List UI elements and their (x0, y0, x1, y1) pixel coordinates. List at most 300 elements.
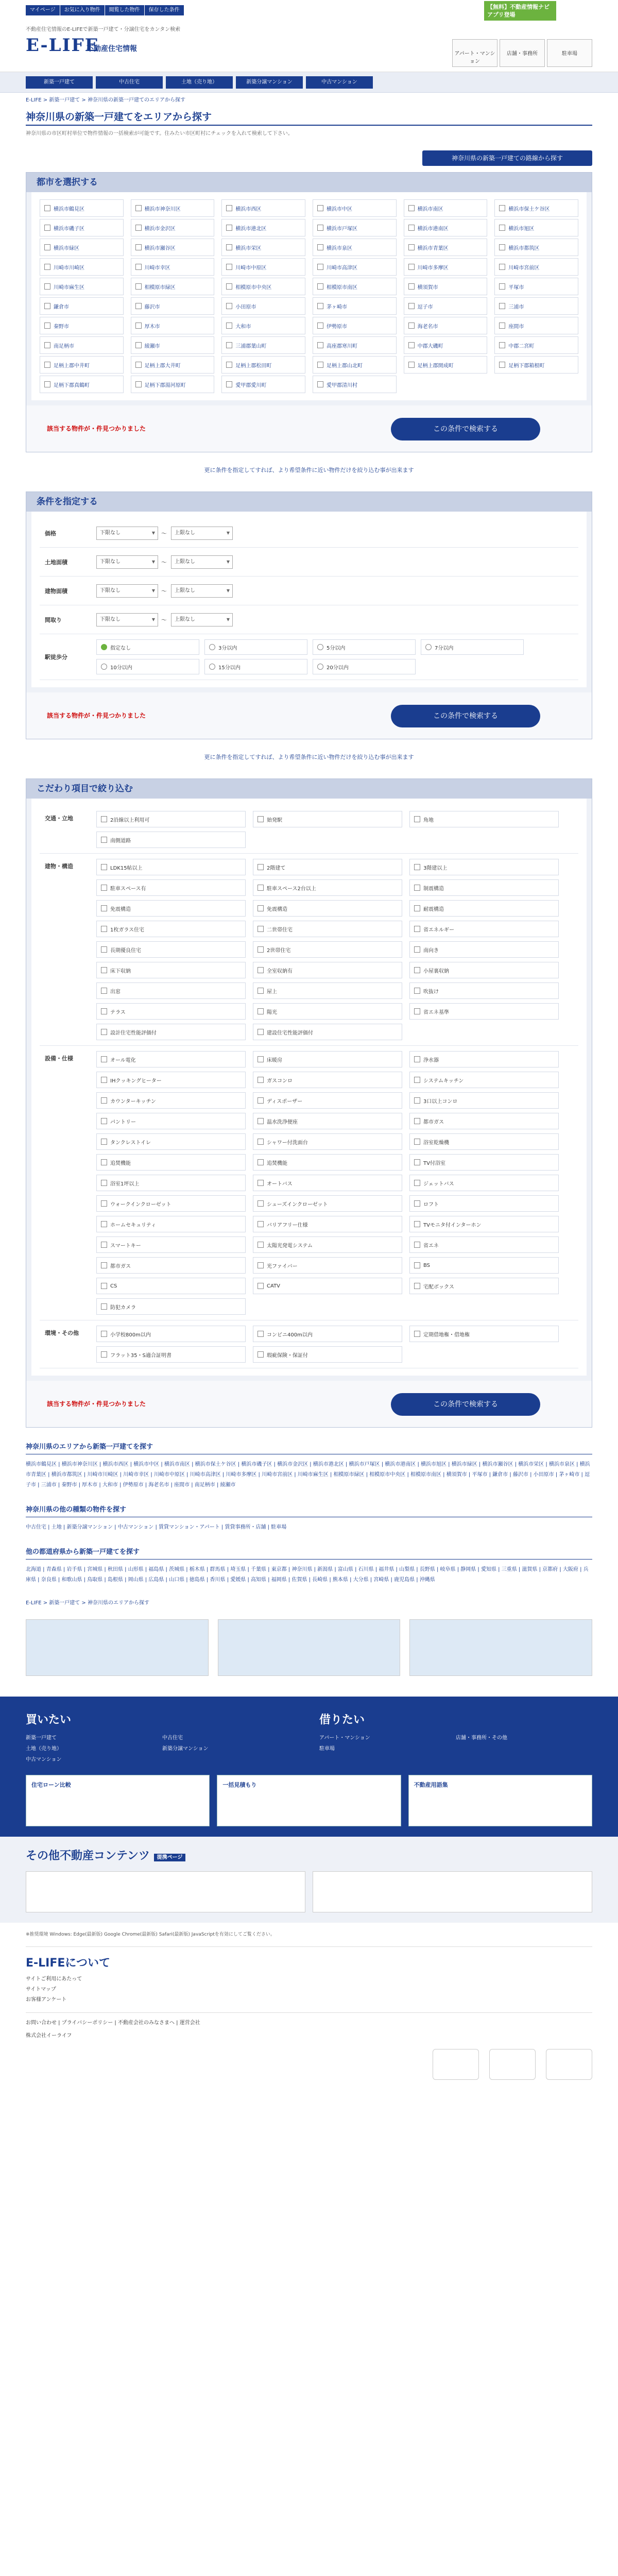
checkbox-icon[interactable] (44, 362, 50, 368)
city-checkbox[interactable] (404, 258, 488, 276)
feature-checkbox[interactable] (253, 962, 402, 978)
office-button[interactable]: 店舗・事務所 (500, 39, 545, 67)
bottom-link[interactable]: 不動産会社のみなさまへ (117, 2020, 175, 2026)
checkbox-icon[interactable] (258, 946, 264, 953)
checkbox-icon[interactable] (101, 988, 107, 994)
walk-radio[interactable] (313, 639, 416, 655)
checkbox-icon[interactable] (317, 303, 323, 309)
feature-checkbox[interactable] (96, 1024, 246, 1040)
max-select[interactable]: 上限なし ▼ (171, 527, 233, 540)
city-checkbox[interactable] (131, 199, 215, 217)
checkbox-icon[interactable] (101, 1180, 107, 1186)
checkbox-icon[interactable] (414, 988, 420, 994)
city-checkbox[interactable] (131, 297, 215, 315)
feature-checkbox[interactable] (253, 879, 402, 896)
city-checkbox[interactable] (40, 317, 124, 334)
apartment-button[interactable]: アパート・マンション (452, 39, 497, 67)
feature-checkbox[interactable] (96, 962, 246, 978)
radio-icon[interactable] (317, 664, 323, 670)
checkbox-icon[interactable] (258, 864, 264, 870)
footer-link[interactable]: 店舗・事務所・その他 (456, 1735, 507, 1741)
parking-button[interactable]: 駐車場 (547, 39, 592, 67)
checkbox-icon[interactable] (317, 342, 323, 348)
checkbox-icon[interactable] (226, 264, 232, 270)
city-checkbox[interactable] (313, 297, 397, 315)
feature-checkbox[interactable] (409, 1278, 559, 1294)
checkbox-icon[interactable] (317, 264, 323, 270)
feature-checkbox[interactable] (96, 832, 246, 848)
checkbox-icon[interactable] (135, 381, 142, 387)
city-checkbox[interactable] (404, 336, 488, 354)
checkbox-icon[interactable] (258, 1008, 264, 1014)
checkbox-icon[interactable] (414, 967, 420, 973)
checkbox-icon[interactable] (258, 1097, 264, 1104)
checkbox-icon[interactable] (258, 885, 264, 891)
checkbox-icon[interactable] (414, 816, 420, 822)
checkbox-icon[interactable] (226, 225, 232, 231)
checkbox-icon[interactable] (414, 1331, 420, 1337)
checkbox-icon[interactable] (101, 1200, 107, 1207)
checkbox-icon[interactable] (101, 1056, 107, 1062)
footer-link[interactable]: アパート・マンション (319, 1735, 370, 1741)
city-checkbox[interactable] (404, 317, 488, 334)
checkbox-icon[interactable] (317, 362, 323, 368)
checkbox-icon[interactable] (258, 1159, 264, 1165)
footer-link[interactable]: 中古住宅 (162, 1735, 183, 1741)
checkbox-icon[interactable] (101, 1008, 107, 1014)
checkbox-icon[interactable] (258, 1180, 264, 1186)
feature-checkbox[interactable] (409, 811, 559, 827)
city-checkbox[interactable] (131, 219, 215, 236)
checkbox-icon[interactable] (499, 225, 505, 231)
city-checkbox[interactable] (404, 356, 488, 374)
checkbox-icon[interactable] (44, 244, 50, 250)
checkbox-icon[interactable] (135, 264, 142, 270)
checkbox-icon[interactable] (414, 905, 420, 911)
checkbox-icon[interactable] (258, 1242, 264, 1248)
area-links[interactable]: 横浜市鶴見区 | 横浜市神奈川区 | 横浜市西区 | 横浜市中区 | 横浜市南区 | 横浜市保土ケ谷区 | 横浜市磯子区 | 横浜市金沢区 | 横浜市港北区 | 横浜市戸塚区 | 横浜市港南区 | 横浜市旭区 | 横浜市緑区 | 横浜市瀬谷区 | 横浜市栄区 | 横浜市泉区 | 横浜市青葉区 | 横浜市都筑区 | 川崎市川崎区 | 川崎市幸区 | 川崎市中原区 | 川崎市高津区 | 川崎市多摩区 | 川崎市宮前区 | 川崎市麻生区 | 相模原市緑区 | 相模原市中央区 | 相模原市南区 | 横須賀市 | 平塚市 | 鎌倉市 | 藤沢市 | 小田原市 | 茅ヶ崎市 | 逗子市 | 三浦市 | 秦野市 | 厚木市 | 大和市 | 伊勢原市 | 海老名市 | 座間市 | 南足柄市 | 綾瀬市 (26, 1462, 590, 1488)
search-button[interactable]: この条件で検索する (391, 1393, 540, 1416)
city-checkbox[interactable] (313, 239, 397, 256)
checkbox-icon[interactable] (317, 244, 323, 250)
city-checkbox[interactable] (494, 336, 578, 354)
checkbox-icon[interactable] (258, 1118, 264, 1124)
min-select[interactable]: 下限なし ▼ (96, 527, 158, 540)
feature-checkbox[interactable] (409, 1175, 559, 1191)
walk-radio[interactable] (96, 659, 199, 674)
checkbox-icon[interactable] (499, 264, 505, 270)
checkbox-icon[interactable] (226, 283, 232, 290)
checkbox-icon[interactable] (258, 816, 264, 822)
radio-icon[interactable] (317, 644, 323, 650)
city-checkbox[interactable] (404, 278, 488, 295)
checkbox-icon[interactable] (414, 1242, 420, 1248)
feature-checkbox[interactable] (253, 1133, 402, 1150)
feature-checkbox[interactable] (253, 1346, 402, 1363)
city-checkbox[interactable] (404, 297, 488, 315)
feature-checkbox[interactable] (253, 1236, 402, 1253)
city-checkbox[interactable] (40, 376, 124, 393)
checkbox-icon[interactable] (44, 205, 50, 211)
checkbox-icon[interactable] (317, 225, 323, 231)
checkbox-icon[interactable] (101, 1351, 107, 1358)
checkbox-icon[interactable] (101, 864, 107, 870)
checkbox-icon[interactable] (101, 1331, 107, 1337)
city-checkbox[interactable] (221, 356, 305, 374)
checkbox-icon[interactable] (101, 1262, 107, 1268)
city-checkbox[interactable] (40, 239, 124, 256)
city-checkbox[interactable] (404, 219, 488, 236)
promo-banner[interactable] (218, 1619, 401, 1676)
city-checkbox[interactable] (313, 278, 397, 295)
feature-checkbox[interactable] (96, 941, 246, 958)
city-checkbox[interactable] (221, 258, 305, 276)
feature-checkbox[interactable] (409, 879, 559, 896)
feature-checkbox[interactable] (96, 1298, 246, 1315)
checkbox-icon[interactable] (101, 1139, 107, 1145)
bottom-link[interactable]: プライバシーポリシー (61, 2020, 113, 2026)
walk-radio[interactable] (313, 659, 416, 674)
footer-link[interactable]: 新築一戸建て (26, 1735, 57, 1741)
min-select[interactable]: 下限なし ▼ (96, 555, 158, 569)
checkbox-icon[interactable] (258, 967, 264, 973)
feature-checkbox[interactable] (409, 1051, 559, 1067)
checkbox-icon[interactable] (44, 342, 50, 348)
city-checkbox[interactable] (494, 239, 578, 256)
city-checkbox[interactable] (313, 199, 397, 217)
checkbox-icon[interactable] (258, 1221, 264, 1227)
checkbox-icon[interactable] (414, 1180, 420, 1186)
checkbox-icon[interactable] (226, 205, 232, 211)
checkbox-icon[interactable] (414, 1159, 420, 1165)
checkbox-icon[interactable] (226, 323, 232, 329)
city-checkbox[interactable] (494, 199, 578, 217)
walk-radio[interactable] (96, 639, 199, 655)
checkbox-icon[interactable] (408, 205, 415, 211)
max-select[interactable]: 上限なし ▼ (171, 584, 233, 598)
feature-checkbox[interactable] (409, 1154, 559, 1171)
checkbox-icon[interactable] (44, 323, 50, 329)
checkbox-icon[interactable] (258, 905, 264, 911)
checkbox-icon[interactable] (101, 1283, 107, 1289)
checkbox-icon[interactable] (499, 205, 505, 211)
checkbox-icon[interactable] (499, 362, 505, 368)
city-checkbox[interactable] (40, 356, 124, 374)
feature-checkbox[interactable] (96, 1154, 246, 1171)
checkbox-icon[interactable] (317, 381, 323, 387)
max-select[interactable]: 上限なし ▼ (171, 613, 233, 626)
feature-checkbox[interactable] (96, 1133, 246, 1150)
about-link[interactable]: サイトマップ (26, 1987, 56, 1992)
checkbox-icon[interactable] (499, 244, 505, 250)
feature-checkbox[interactable] (253, 1257, 402, 1274)
checkbox-icon[interactable] (414, 1056, 420, 1062)
checkbox-icon[interactable] (499, 342, 505, 348)
checkbox-icon[interactable] (258, 926, 264, 932)
checkbox-icon[interactable] (317, 323, 323, 329)
max-select[interactable]: 上限なし ▼ (171, 555, 233, 569)
city-checkbox[interactable] (131, 258, 215, 276)
city-checkbox[interactable] (494, 219, 578, 236)
feature-checkbox[interactable] (253, 900, 402, 917)
checkbox-icon[interactable] (499, 283, 505, 290)
loan-banner[interactable]: 住宅ローン比較 (26, 1775, 210, 1826)
checkbox-icon[interactable] (499, 323, 505, 329)
mypage-link[interactable]: マイページ (26, 5, 60, 15)
checkbox-icon[interactable] (135, 342, 142, 348)
checkbox-icon[interactable] (414, 1262, 420, 1268)
checkbox-icon[interactable] (414, 926, 420, 932)
checkbox-icon[interactable] (414, 1283, 420, 1289)
checkbox-icon[interactable] (317, 283, 323, 290)
feature-checkbox[interactable] (253, 1024, 402, 1040)
radio-icon[interactable] (425, 644, 432, 650)
checkbox-icon[interactable] (44, 264, 50, 270)
checkbox-icon[interactable] (44, 381, 50, 387)
feature-checkbox[interactable] (96, 1003, 246, 1020)
radio-icon[interactable] (101, 644, 107, 650)
breadcrumb-bottom[interactable]: E-LIFE > 新築一戸建て > 神奈川県のエリアから探す (26, 1600, 149, 1606)
feature-checkbox[interactable] (409, 1326, 559, 1342)
city-checkbox[interactable] (221, 239, 305, 256)
feature-checkbox[interactable] (96, 1092, 246, 1109)
feature-checkbox[interactable] (253, 1175, 402, 1191)
checkbox-icon[interactable] (101, 926, 107, 932)
checkbox-icon[interactable] (317, 205, 323, 211)
city-checkbox[interactable] (404, 239, 488, 256)
checkbox-icon[interactable] (258, 1077, 264, 1083)
city-checkbox[interactable] (313, 356, 397, 374)
checkbox-icon[interactable] (258, 1331, 264, 1337)
city-checkbox[interactable] (313, 219, 397, 236)
feature-checkbox[interactable] (253, 1113, 402, 1129)
checkbox-icon[interactable] (408, 362, 415, 368)
city-checkbox[interactable] (313, 258, 397, 276)
checkbox-icon[interactable] (258, 1056, 264, 1062)
checkbox-icon[interactable] (414, 1008, 420, 1014)
checkbox-icon[interactable] (499, 303, 505, 309)
feature-checkbox[interactable] (96, 1113, 246, 1129)
feature-checkbox[interactable] (253, 1326, 402, 1342)
feature-checkbox[interactable] (253, 1003, 402, 1020)
feature-checkbox[interactable] (409, 1072, 559, 1088)
checkbox-icon[interactable] (408, 225, 415, 231)
site-logo[interactable]: E-LIFE (26, 35, 99, 56)
feature-checkbox[interactable] (96, 900, 246, 917)
feature-checkbox[interactable] (409, 1003, 559, 1020)
city-checkbox[interactable] (40, 219, 124, 236)
city-checkbox[interactable] (221, 278, 305, 295)
city-checkbox[interactable] (313, 376, 397, 393)
breadcrumb[interactable]: E-LIFE > 新築一戸建て > 神奈川県の新築一戸建てのエリアから探す (26, 97, 185, 103)
feature-checkbox[interactable] (253, 1154, 402, 1171)
feature-checkbox[interactable] (409, 1257, 559, 1274)
feature-checkbox[interactable] (409, 1216, 559, 1232)
feature-checkbox[interactable] (409, 941, 559, 958)
about-link[interactable]: サイトご利用にあたって (26, 1976, 82, 1982)
checkbox-icon[interactable] (226, 303, 232, 309)
checkbox-icon[interactable] (408, 283, 415, 290)
feature-checkbox[interactable] (409, 859, 559, 875)
min-select[interactable]: 下限なし ▼ (96, 613, 158, 626)
city-checkbox[interactable] (494, 317, 578, 334)
favorites-link[interactable]: お気に入り物件 (60, 5, 105, 15)
bottom-link[interactable]: 運営会社 (179, 2020, 200, 2026)
feature-checkbox[interactable] (253, 859, 402, 875)
checkbox-icon[interactable] (44, 303, 50, 309)
feature-checkbox[interactable] (253, 1195, 402, 1212)
checkbox-icon[interactable] (101, 1303, 107, 1310)
checkbox-icon[interactable] (226, 342, 232, 348)
nav-used-house[interactable]: 中古住宅 (96, 76, 163, 89)
feature-checkbox[interactable] (253, 921, 402, 937)
checkbox-icon[interactable] (101, 837, 107, 843)
feature-checkbox[interactable] (409, 921, 559, 937)
checkbox-icon[interactable] (408, 303, 415, 309)
checkbox-icon[interactable] (135, 323, 142, 329)
feature-checkbox[interactable] (96, 879, 246, 896)
checkbox-icon[interactable] (101, 905, 107, 911)
radio-icon[interactable] (209, 664, 215, 670)
feature-checkbox[interactable] (96, 859, 246, 875)
promo-banner[interactable] (409, 1619, 592, 1676)
feature-checkbox[interactable] (409, 900, 559, 917)
checkbox-icon[interactable] (101, 1029, 107, 1035)
city-checkbox[interactable] (131, 376, 215, 393)
feature-checkbox[interactable] (253, 941, 402, 958)
checkbox-icon[interactable] (101, 816, 107, 822)
city-checkbox[interactable] (131, 239, 215, 256)
nav-land[interactable]: 土地（売り地） (166, 76, 233, 89)
city-checkbox[interactable] (494, 278, 578, 295)
checkbox-icon[interactable] (135, 225, 142, 231)
checkbox-icon[interactable] (135, 244, 142, 250)
promo-banner[interactable] (26, 1619, 209, 1676)
feature-checkbox[interactable] (409, 1133, 559, 1150)
nav-used-mansion[interactable]: 中古マンション (306, 76, 373, 89)
checkbox-icon[interactable] (258, 1262, 264, 1268)
checkbox-icon[interactable] (135, 283, 142, 290)
checkbox-icon[interactable] (44, 283, 50, 290)
min-select[interactable]: 下限なし ▼ (96, 584, 158, 598)
feature-checkbox[interactable] (253, 1278, 402, 1294)
feature-checkbox[interactable] (409, 962, 559, 978)
feature-checkbox[interactable] (96, 1051, 246, 1067)
footer-link[interactable]: 新築分譲マンション (162, 1746, 209, 1752)
history-link[interactable]: 閲覧した物件 (105, 5, 145, 15)
feature-checkbox[interactable] (253, 1051, 402, 1067)
checkbox-icon[interactable] (101, 967, 107, 973)
city-checkbox[interactable] (40, 199, 124, 217)
checkbox-icon[interactable] (414, 946, 420, 953)
checkbox-icon[interactable] (414, 1200, 420, 1207)
feature-checkbox[interactable] (96, 1175, 246, 1191)
feature-checkbox[interactable] (253, 1072, 402, 1088)
checkbox-icon[interactable] (414, 1221, 420, 1227)
other-types-links[interactable]: 中古住宅 | 土地 | 新築分譲マンション | 中古マンション | 賃貸マンション・アパート | 賃貸事務所・店舗 | 駐車場 (26, 1524, 287, 1530)
city-checkbox[interactable] (221, 336, 305, 354)
feature-checkbox[interactable] (409, 1236, 559, 1253)
glossary-banner[interactable]: 不動産用語集 (408, 1775, 592, 1826)
feature-checkbox[interactable] (96, 1236, 246, 1253)
city-checkbox[interactable] (131, 278, 215, 295)
checkbox-icon[interactable] (408, 264, 415, 270)
feature-checkbox[interactable] (96, 982, 246, 999)
city-checkbox[interactable] (221, 199, 305, 217)
bottom-link[interactable]: お問い合わせ (26, 2020, 57, 2026)
feature-checkbox[interactable] (96, 811, 246, 827)
feature-checkbox[interactable] (409, 982, 559, 999)
checkbox-icon[interactable] (258, 1283, 264, 1289)
feature-checkbox[interactable] (96, 1326, 246, 1342)
city-checkbox[interactable] (131, 317, 215, 334)
checkbox-icon[interactable] (226, 362, 232, 368)
checkbox-icon[interactable] (226, 244, 232, 250)
radio-icon[interactable] (101, 664, 107, 670)
checkbox-icon[interactable] (101, 1242, 107, 1248)
checkbox-icon[interactable] (258, 1029, 264, 1035)
feature-checkbox[interactable] (96, 1278, 246, 1294)
city-checkbox[interactable] (221, 219, 305, 236)
estimate-banner[interactable]: 一括見積もり (217, 1775, 401, 1826)
city-checkbox[interactable] (40, 258, 124, 276)
footer-link[interactable]: 駐車場 (319, 1746, 335, 1752)
footer-link[interactable]: 土地（売り地） (26, 1746, 62, 1752)
content-banner[interactable] (26, 1871, 305, 1912)
search-by-line-button[interactable]: 神奈川県の新築一戸建ての路線から探す (422, 150, 592, 166)
feature-checkbox[interactable] (409, 1195, 559, 1212)
checkbox-icon[interactable] (414, 1077, 420, 1083)
city-checkbox[interactable] (494, 356, 578, 374)
checkbox-icon[interactable] (414, 1139, 420, 1145)
city-checkbox[interactable] (404, 199, 488, 217)
checkbox-icon[interactable] (135, 303, 142, 309)
checkbox-icon[interactable] (101, 1077, 107, 1083)
checkbox-icon[interactable] (258, 1200, 264, 1207)
checkbox-icon[interactable] (408, 244, 415, 250)
checkbox-icon[interactable] (135, 205, 142, 211)
search-button[interactable]: この条件で検索する (391, 705, 540, 727)
city-checkbox[interactable] (40, 278, 124, 295)
checkbox-icon[interactable] (258, 1351, 264, 1358)
checkbox-icon[interactable] (258, 1139, 264, 1145)
city-checkbox[interactable] (221, 317, 305, 334)
nav-new-house[interactable]: 新築一戸建て (26, 76, 93, 89)
feature-checkbox[interactable] (253, 982, 402, 999)
checkbox-icon[interactable] (101, 1221, 107, 1227)
radio-icon[interactable] (209, 644, 215, 650)
checkbox-icon[interactable] (414, 885, 420, 891)
checkbox-icon[interactable] (408, 342, 415, 348)
city-checkbox[interactable] (40, 336, 124, 354)
city-checkbox[interactable] (313, 317, 397, 334)
feature-checkbox[interactable] (253, 1216, 402, 1232)
nav-new-mansion[interactable]: 新築分譲マンション (236, 76, 303, 89)
checkbox-icon[interactable] (135, 362, 142, 368)
feature-checkbox[interactable] (253, 1092, 402, 1109)
saved-conditions-link[interactable]: 保存した条件 (145, 5, 184, 15)
feature-checkbox[interactable] (409, 1113, 559, 1129)
walk-radio[interactable] (204, 639, 307, 655)
city-checkbox[interactable] (494, 297, 578, 315)
feature-checkbox[interactable] (96, 1216, 246, 1232)
feature-checkbox[interactable] (96, 1346, 246, 1363)
footer-link[interactable]: 中古マンション (26, 1757, 62, 1762)
city-checkbox[interactable] (131, 356, 215, 374)
checkbox-icon[interactable] (101, 1159, 107, 1165)
checkbox-icon[interactable] (414, 1097, 420, 1104)
feature-checkbox[interactable] (409, 1092, 559, 1109)
